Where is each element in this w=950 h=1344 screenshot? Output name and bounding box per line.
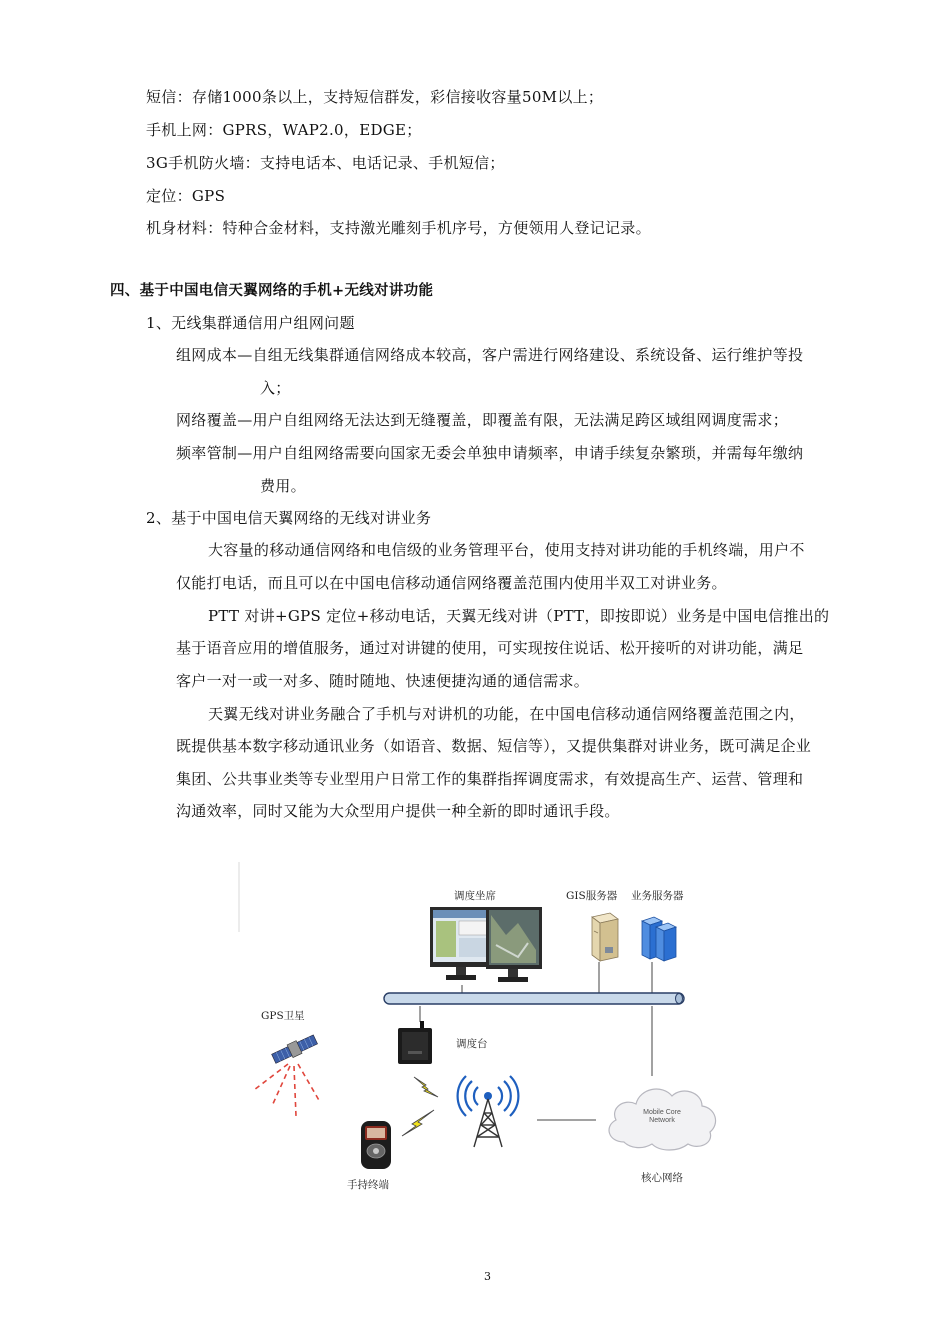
item-frequency-control-cont: 费用。 bbox=[260, 477, 306, 495]
item-network-cost-cont: 入； bbox=[260, 379, 291, 397]
item-frequency-control: 频率管制—用户自组网络需要向国家无委会单独申请频率，申请手续复杂繁琐，并需每年缴纳 bbox=[176, 444, 804, 462]
business-server-icon bbox=[638, 913, 682, 963]
network-bus bbox=[383, 991, 688, 1007]
spec-internet: 手机上网：GPRS，WAP2.0，EDGE； bbox=[146, 121, 422, 139]
business-server-label: 业务服务器 bbox=[631, 890, 684, 902]
base-station-tower-icon bbox=[462, 1075, 514, 1149]
paragraph-1: 大容量的移动通信网络和电信级的业务管理平台，使用支持对讲功能的手机终端，用户不 bbox=[208, 541, 805, 559]
paragraph-3: 天翼无线对讲业务融合了手机与对讲机的功能，在中国电信移动通信网络覆盖范围之内， bbox=[208, 705, 805, 723]
signal-bolt-icon bbox=[400, 1108, 436, 1138]
gps-satellite-icon bbox=[250, 1030, 345, 1130]
dispatch-console-icon bbox=[396, 1021, 436, 1067]
core-network-label: 核心网络 bbox=[641, 1172, 683, 1184]
paragraph-2: PTT 对讲+GPS 定位+移动电话，天翼无线对讲（PTT，即按即说）业务是中国电信推出的 bbox=[208, 607, 830, 625]
cloud-label-line-2: Network bbox=[649, 1117, 675, 1124]
signal-bolt-icon bbox=[412, 1071, 442, 1101]
gis-server-label: GIS服务器 bbox=[566, 890, 618, 902]
gis-server-icon bbox=[586, 911, 620, 965]
section-heading: 四、基于中国电信天翼网络的手机+无线对讲功能 bbox=[110, 283, 434, 299]
paragraph-3-line-4: 沟通效率，同时又能为大众型用户提供一种全新的即时通讯手段。 bbox=[176, 802, 620, 820]
spec-positioning: 定位：GPS bbox=[146, 187, 226, 205]
item-network-coverage: 网络覆盖—用户自组网络无法达到无缝覆盖，即覆盖有限，无法满足跨区域组网调度需求； bbox=[176, 411, 789, 429]
figure-edge bbox=[238, 862, 240, 932]
paragraph-3-line-3: 集团、公共事业类等专业型用户日常工作的集群指挥调度需求，有效提高生产、运营、管理和 bbox=[176, 770, 804, 788]
paragraph-1-line-2: 仅能打电话，而且可以在中国电信移动通信网络覆盖范围内使用半双工对讲业务。 bbox=[176, 574, 727, 592]
paragraph-2-line-3: 客户一对一或一对多、随时随地、快速便捷沟通的通信需求。 bbox=[176, 672, 590, 690]
cloud-label bbox=[632, 1109, 692, 1125]
gps-satellite-label: GPS卫星 bbox=[261, 1010, 305, 1022]
handheld-terminal-label: 手持终端 bbox=[347, 1179, 389, 1191]
paragraph-2-line-2: 基于语音应用的增值服务，通过对讲键的使用，可实现按住说话、松开接听的对讲功能，满足 bbox=[176, 639, 804, 657]
page-number: 3 bbox=[484, 1270, 491, 1283]
handheld-terminal-icon bbox=[358, 1119, 394, 1171]
cloud-label-line-1: Mobile Core bbox=[643, 1109, 681, 1116]
subsection-1-title: 1、无线集群通信用户组网问题 bbox=[146, 314, 355, 332]
paragraph-3-line-2: 既提供基本数字移动通讯业务（如语音、数据、短信等），又提供集群对讲业务，既可满足企业 bbox=[176, 737, 812, 755]
dispatch-console-label: 调度台 bbox=[456, 1038, 488, 1050]
dispatch-seat-label: 调度坐席 bbox=[454, 890, 496, 902]
item-network-cost: 组网成本—自组无线集群通信网络成本较高，客户需进行网络建设、系统设备、运行维护等投 bbox=[176, 346, 804, 364]
subsection-2-title: 2、基于中国电信天翼网络的无线对讲业务 bbox=[146, 509, 432, 527]
spec-material: 机身材料：特种合金材料，支持激光雕刻手机序号，方便领用人登记记录。 bbox=[146, 219, 651, 237]
spec-sms: 短信：存储1000条以上，支持短信群发，彩信接收容量50M以上； bbox=[146, 88, 604, 106]
spec-firewall: 3G手机防火墙：支持电话本、电话记录、手机短信； bbox=[146, 154, 505, 172]
